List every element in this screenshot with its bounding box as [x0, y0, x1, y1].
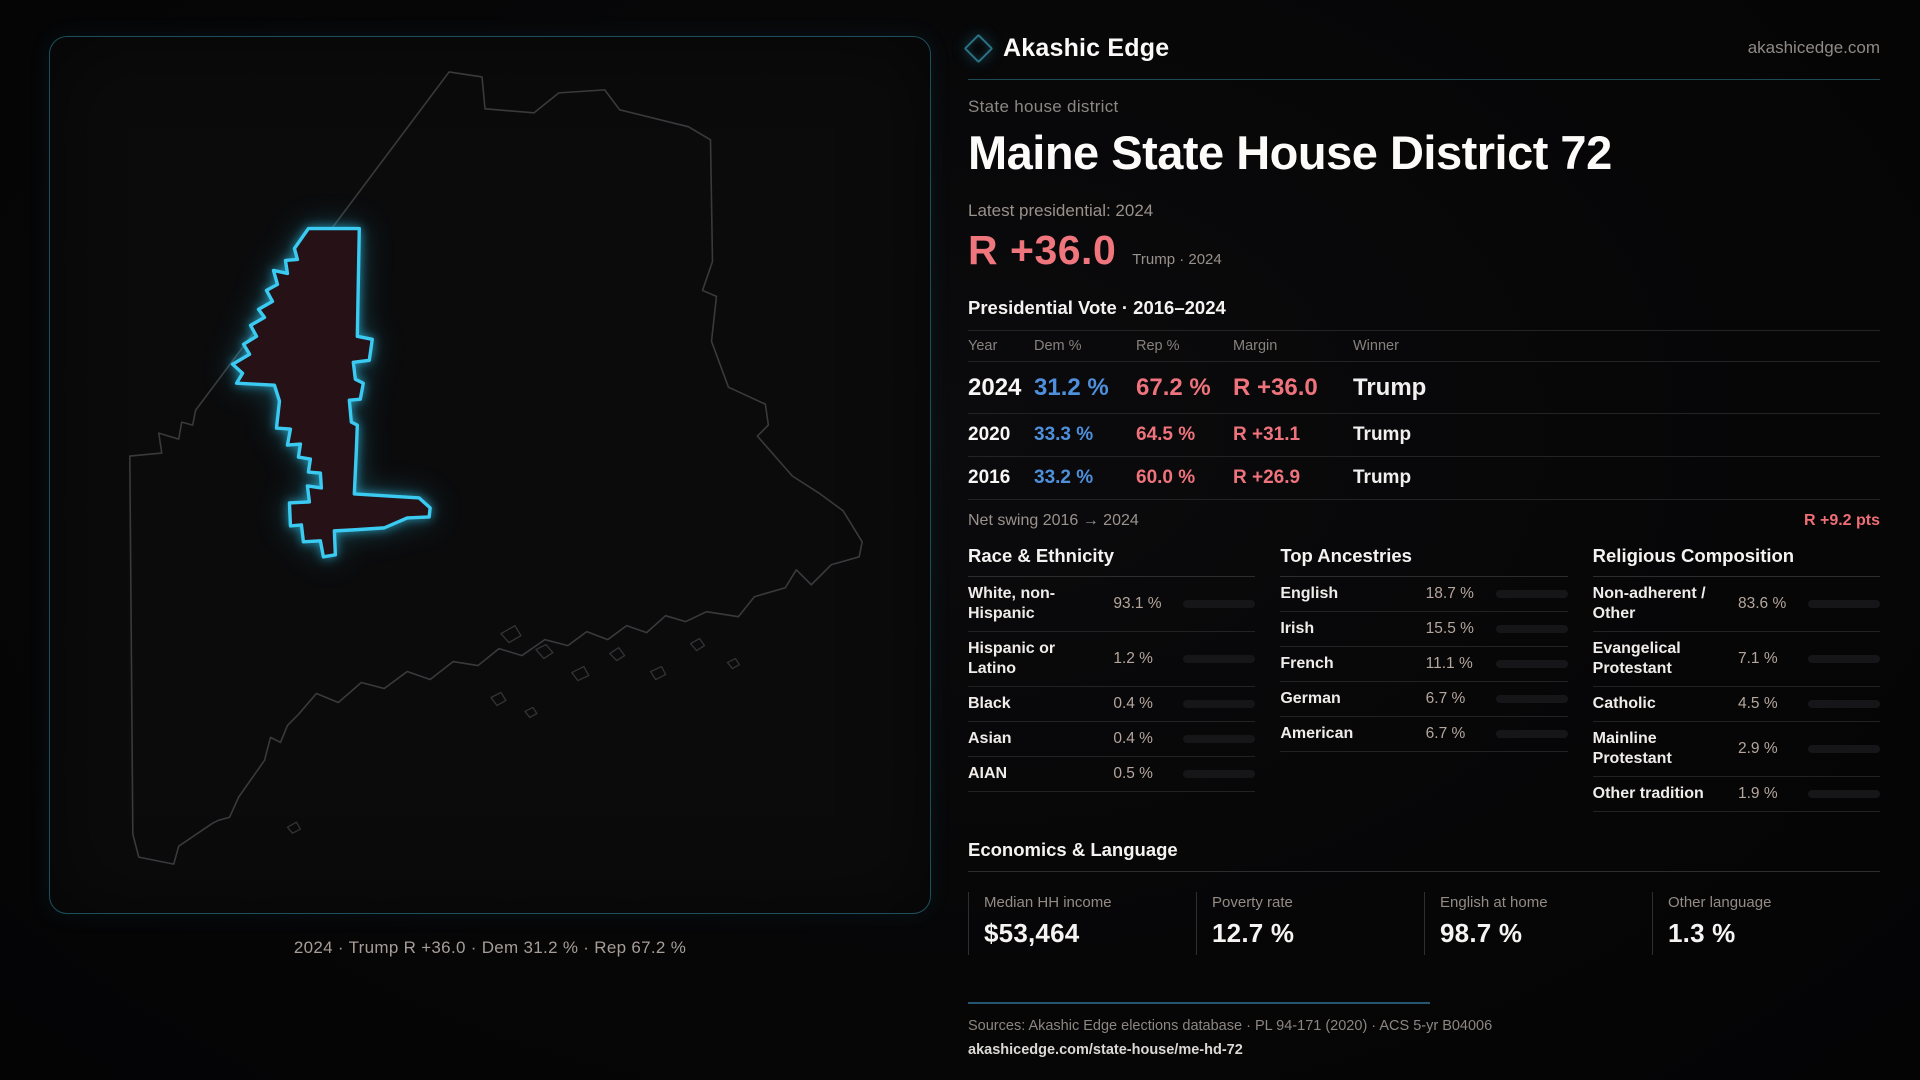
- map-caption: 2024 · Trump R +36.0 · Dem 31.2 % · Rep 67.2 %: [293, 938, 687, 957]
- rep-cell: 67.2 %: [1136, 373, 1211, 401]
- bar-track: [1183, 770, 1255, 778]
- stat-label: Median HH income: [984, 894, 1112, 911]
- bar-track: [1183, 600, 1255, 608]
- bar-track: [1183, 735, 1255, 743]
- rep-cell: 64.5 %: [1136, 424, 1196, 445]
- demo-label: Catholic: [1592, 695, 1656, 712]
- net-swing-row: [968, 512, 1880, 530]
- demo-value: 6.7 %: [1425, 690, 1466, 707]
- col-margin: Margin: [1233, 338, 1278, 354]
- demo-label: White, non-Hispanic: [968, 585, 1056, 622]
- latest-margin-value: R +36.0: [968, 227, 1117, 273]
- col-winner: Winner: [1353, 338, 1399, 354]
- economics-cards: [968, 892, 1880, 955]
- demo-label: Hispanic or Latino: [968, 640, 1056, 677]
- year-cell: 2020: [968, 424, 1011, 445]
- stat-label: Poverty rate: [1212, 894, 1293, 911]
- demo-label: German: [1280, 690, 1341, 707]
- demo-value: 93.1 %: [1113, 595, 1162, 612]
- latest-label: Latest presidential: 2024: [968, 201, 1154, 220]
- maine-state-outline: [130, 72, 862, 864]
- demo-label: French: [1280, 655, 1334, 672]
- demo-label: Asian: [968, 730, 1012, 747]
- list-item: [1593, 722, 1880, 777]
- sources-text: Sources: Akashic Edge elections database · PL 94-171 (2020) · ACS 5-yr B04006: [968, 1018, 1493, 1034]
- list-item: [1280, 682, 1567, 717]
- demo-label: English: [1280, 585, 1339, 602]
- demo-value: 2.9 %: [1738, 740, 1778, 757]
- list-item: [1280, 577, 1567, 612]
- dem-cell: 33.2 %: [1034, 467, 1094, 488]
- list-item: [1280, 612, 1567, 647]
- latest-margin-sub: Trump · 2024: [1132, 251, 1222, 268]
- brand-domain-link[interactable]: akashicedge.com: [1747, 38, 1880, 57]
- bar-track: [1496, 625, 1568, 633]
- bar-track: [1496, 660, 1568, 668]
- list-item: [1593, 777, 1880, 812]
- demo-value: 15.5 %: [1425, 620, 1474, 637]
- dem-cell: 31.2 %: [1034, 373, 1109, 401]
- brand-name: Akashic Edge: [1003, 33, 1170, 62]
- demo-value: 0.4 %: [1113, 695, 1153, 712]
- table-row: [968, 457, 1880, 500]
- page-title: Maine State House District 72: [968, 126, 1612, 179]
- stat-card: [1196, 892, 1424, 955]
- race-ethnicity-column: [968, 545, 1255, 812]
- demo-value: 1.9 %: [1738, 785, 1778, 802]
- demo-value: 83.6 %: [1738, 595, 1787, 612]
- year-cell: 2016: [968, 467, 1011, 488]
- bar-track: [1183, 655, 1255, 663]
- winner-cell: Trump: [1353, 467, 1412, 488]
- stat-value: 12.7 %: [1212, 918, 1295, 948]
- district-shape: [233, 229, 431, 557]
- map-panel: [49, 36, 931, 914]
- bar-track: [1496, 590, 1568, 598]
- stat-card: [1424, 892, 1652, 955]
- kicker: State house district: [968, 97, 1119, 116]
- section-title: Race & Ethnicity: [968, 545, 1255, 577]
- footer-divider: [968, 1002, 1430, 1004]
- stat-label: Other language: [1668, 894, 1772, 911]
- col-dem: Dem %: [1034, 338, 1082, 354]
- vote-table: [968, 330, 1880, 500]
- rep-cell: 60.0 %: [1136, 467, 1196, 488]
- demographics-grid: [968, 545, 1880, 812]
- demo-value: 0.5 %: [1113, 765, 1153, 782]
- bar-track: [1496, 730, 1568, 738]
- latest-margin-row: [968, 227, 1880, 274]
- margin-cell: R +26.9: [1233, 467, 1301, 488]
- stat-value: $53,464: [984, 918, 1080, 948]
- vote-table-header: [968, 331, 1880, 362]
- table-row: [968, 362, 1880, 414]
- demo-value: 4.5 %: [1738, 695, 1778, 712]
- ancestries-column: [1280, 545, 1567, 812]
- section-title: Religious Composition: [1593, 545, 1880, 577]
- winner-cell: Trump: [1353, 373, 1427, 401]
- net-swing-value: R +9.2 pts: [1803, 512, 1880, 529]
- demo-label: Other tradition: [1592, 785, 1704, 802]
- col-year: Year: [968, 338, 998, 354]
- list-item: [968, 687, 1255, 722]
- list-item: [1593, 687, 1880, 722]
- col-rep: Rep %: [1136, 338, 1180, 354]
- list-item: [968, 757, 1255, 792]
- stat-card: [1652, 892, 1880, 955]
- demo-label: American: [1280, 725, 1354, 742]
- list-item: [968, 722, 1255, 757]
- demo-value: 18.7 %: [1425, 585, 1474, 602]
- demo-label: Black: [968, 695, 1011, 712]
- demo-label: Mainline Protestant: [1592, 730, 1672, 767]
- list-item: [968, 632, 1255, 687]
- permalink[interactable]: akashicedge.com/state-house/me-hd-72: [968, 1042, 1243, 1058]
- dem-cell: 33.3 %: [1034, 424, 1094, 445]
- section-title: Top Ancestries: [1280, 545, 1567, 577]
- bar-track: [1183, 700, 1255, 708]
- list-item: [1280, 647, 1567, 682]
- demo-value: 7.1 %: [1738, 650, 1778, 667]
- header-divider: [968, 79, 1880, 80]
- bar-track: [1808, 655, 1880, 663]
- demo-label: AIAN: [968, 765, 1008, 782]
- economics-title: Economics & Language: [968, 839, 1880, 872]
- bar-track: [1808, 790, 1880, 798]
- demo-label: Evangelical Protestant: [1592, 640, 1681, 677]
- demo-label: Non-adherent / Other: [1592, 585, 1706, 622]
- demo-value: 1.2 %: [1113, 650, 1153, 667]
- demo-value: 11.1 %: [1425, 655, 1473, 672]
- list-item: [1280, 717, 1567, 752]
- demo-value: 6.7 %: [1425, 725, 1466, 742]
- margin-cell: R +31.1: [1233, 424, 1301, 445]
- bar-track: [1808, 745, 1880, 753]
- bar-track: [1496, 695, 1568, 703]
- maine-map: [50, 37, 930, 913]
- net-swing-label: Net swing 2016 → 2024: [968, 512, 1139, 529]
- stat-label: English at home: [1440, 894, 1548, 911]
- list-item: [1593, 632, 1880, 687]
- stat-value: 98.7 %: [1440, 918, 1523, 948]
- stat-value: 1.3 %: [1668, 918, 1736, 948]
- diamond-logo-icon: [964, 33, 994, 63]
- stat-card: [968, 892, 1196, 955]
- economics-section: [968, 839, 1880, 955]
- list-item: [968, 577, 1255, 632]
- bar-track: [1808, 700, 1880, 708]
- vote-table-title: Presidential Vote · 2016–2024: [968, 297, 1226, 318]
- header: [968, 30, 1880, 66]
- religion-column: [1593, 545, 1880, 812]
- winner-cell: Trump: [1353, 424, 1412, 445]
- demo-value: 0.4 %: [1113, 730, 1153, 747]
- bar-track: [1808, 600, 1880, 608]
- list-item: [1593, 577, 1880, 632]
- table-row: [968, 414, 1880, 457]
- footer: [968, 1002, 1880, 1059]
- brand: [968, 34, 1169, 63]
- margin-cell: R +36.0: [1233, 373, 1318, 401]
- demo-label: Irish: [1280, 620, 1315, 637]
- year-cell: 2024: [968, 373, 1022, 401]
- coastal-islands: [287, 626, 739, 834]
- info-panel: [968, 30, 1880, 955]
